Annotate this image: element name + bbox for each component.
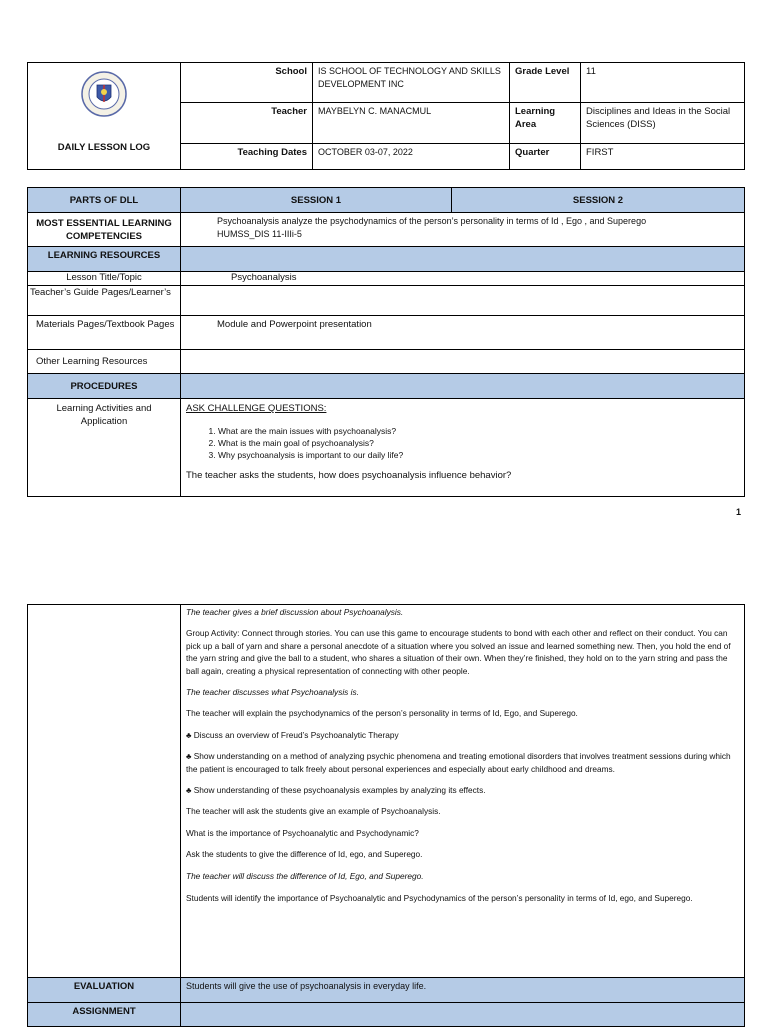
challenge-questions-list bbox=[186, 425, 739, 461]
dll-table-continued bbox=[27, 604, 745, 1027]
teaching-dates-value: OCTOBER 03-07, 2022 bbox=[313, 144, 510, 170]
col-session-1: SESSION 1 bbox=[181, 188, 452, 213]
deped-seal-icon bbox=[81, 71, 127, 117]
learning-resources-cell bbox=[181, 247, 745, 272]
method-understanding: ♣ Show understanding on a method of analyzing psychic phenomena and treating emotional disorders that involves treatment sessions during which the patient is encouraged to talk freely about personal experiences and especially about early childhood and dreams. bbox=[186, 751, 731, 774]
explain-psychodynamics: The teacher will explain the psychodynamics of the person’s personality in terms of Id, Ego, and Superego. bbox=[186, 708, 578, 719]
teachers-guide-label: Teacher’s Guide Pages/Learner’s bbox=[28, 286, 181, 316]
melc-cell bbox=[181, 213, 745, 247]
learning-activities-label: Learning Activities and Application bbox=[28, 399, 181, 497]
quarter-label: Quarter bbox=[510, 144, 581, 170]
daily-lesson-log-title: DAILY LESSON LOG bbox=[57, 142, 151, 153]
assignment-label: ASSIGNMENT bbox=[28, 1003, 181, 1027]
other-resources-value bbox=[181, 350, 745, 374]
quarter-value: FIRST bbox=[581, 144, 745, 170]
col-parts-of-dll: PARTS OF DLL bbox=[28, 188, 181, 213]
grade-level-value: 11 bbox=[581, 63, 745, 103]
evaluation-label: EVALUATION bbox=[28, 978, 181, 1003]
closing-question: The teacher asks the students, how does psychoanalysis influence behavior? bbox=[186, 470, 512, 481]
learning-activities-cell bbox=[181, 399, 745, 497]
difference-discussion: The teacher will discuss the difference of Id, Ego, and Superego. bbox=[186, 870, 424, 881]
school-label: School bbox=[181, 63, 313, 103]
importance-question: What is the importance of Psychoanalytic and Psychodynamic? bbox=[186, 827, 419, 838]
challenge-heading: ASK CHALLENGE QUESTIONS: bbox=[186, 403, 327, 414]
teacher-value: MAYBELYN C. MANACMUL bbox=[313, 103, 510, 144]
teachers-guide-value bbox=[181, 286, 745, 316]
melc-text: Psychoanalysis analyze the psychodynamics of the person’s personality in terms of Id , Ego , and Superego bbox=[217, 216, 647, 226]
difference-question: Ask the students to give the difference of Id, ego, and Superego. bbox=[186, 849, 423, 860]
grade-level-label: Grade Level bbox=[510, 63, 581, 103]
header-logo-cell bbox=[28, 63, 181, 170]
lesson-title-label: Lesson Title/Topic bbox=[28, 272, 181, 286]
evaluation-text: Students will give the use of psychoanalysis in everyday life. bbox=[181, 978, 745, 1003]
examples-understanding: ♣ Show understanding of these psychoanalysis examples by analyzing its effects. bbox=[186, 785, 486, 796]
page-number: 1 bbox=[736, 507, 742, 517]
dll-table bbox=[27, 187, 745, 497]
freud-overview: ♣ Discuss an overview of Freud’s Psychoanalytic Therapy bbox=[186, 729, 399, 740]
list-item: 3. Why psychoanalysis is important to our daily life? bbox=[218, 449, 739, 461]
teacher-label: Teacher bbox=[181, 103, 313, 144]
materials-value: Module and Powerpoint presentation bbox=[181, 316, 745, 350]
col-session-2: SESSION 2 bbox=[452, 188, 745, 213]
teaching-dates-label: Teaching Dates bbox=[181, 144, 313, 170]
learning-resources-label: LEARNING RESOURCES bbox=[28, 247, 181, 272]
students-identify: Students will identify the importance of Psychoanalytic and Psychodynamics of the person’s personality in terms of Id, ego, and Superego. bbox=[186, 893, 693, 904]
header-table bbox=[27, 62, 745, 170]
ask-example: The teacher will ask the students give an example of Psychoanalysis. bbox=[186, 806, 441, 817]
discussion-what-is: The teacher discusses what Psychoanalysis is. bbox=[186, 687, 359, 698]
melc-code: HUMSS_DIS 11-IIIi-5 bbox=[217, 229, 302, 239]
learning-area-value: Disciplines and Ideas in the Social Sciences (DISS) bbox=[581, 103, 745, 144]
school-value: IS SCHOOL OF TECHNOLOGY AND SKILLS DEVELOPMENT INC bbox=[313, 63, 510, 103]
other-resources-label: Other Learning Resources bbox=[28, 350, 181, 374]
materials-label: Materials Pages/Textbook Pages bbox=[28, 316, 181, 350]
group-activity: Group Activity: Connect through stories. You can use this game to encourage students to bond with each other and reflect on their conduct. You can pick up a ball of yarn and share a personal anecdote of a situation where you solved an issue and learned something new. Then, you hold the end of the yarn string and give the ball to a student, who shares a situation of their own. When they’re finished, they hold on to the yarn string and pass the ball again, creating a physical representation of connecting with other people. bbox=[186, 628, 731, 676]
list-item: 1. What are the main issues with psychoanalysis? bbox=[218, 425, 739, 437]
discussion-intro: The teacher gives a brief discussion about Psychoanalysis. bbox=[186, 607, 404, 617]
learning-area-label: Learning Area bbox=[510, 103, 581, 144]
continued-activities-cell bbox=[181, 605, 745, 978]
melc-label: MOST ESSENTIAL LEARNING COMPETENCIES bbox=[28, 213, 181, 247]
procedures-label: PROCEDURES bbox=[28, 374, 181, 399]
continued-parts-cell bbox=[28, 605, 181, 978]
list-item: 2. What is the main goal of psychoanalysis? bbox=[218, 437, 739, 449]
lesson-title-value: Psychoanalysis bbox=[181, 272, 745, 286]
procedures-cell bbox=[181, 374, 745, 399]
assignment-value bbox=[181, 1003, 745, 1027]
